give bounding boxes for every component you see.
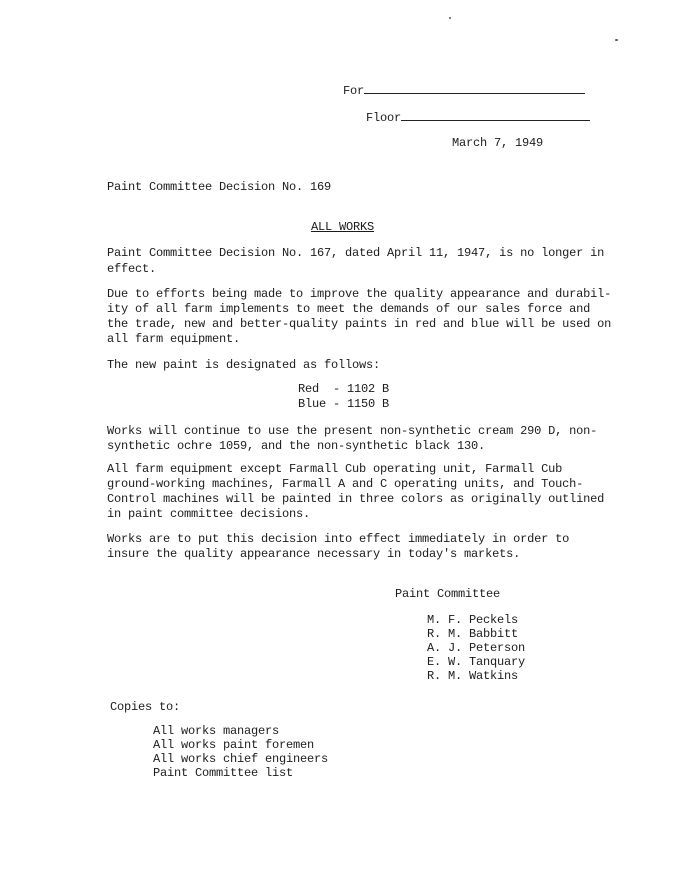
paragraph-line: ground-working machines, Farmall A and C operating units, and Touch- [107, 477, 584, 491]
copy-recipient: All works managers [153, 724, 280, 738]
committee-member: R. M. Babbitt [427, 627, 519, 641]
floor-line [366, 110, 590, 125]
paragraph-line: All farm equipment except Farmall Cub operating unit, Farmall Cub [107, 462, 563, 476]
paint-red: Red - 1102 B [298, 382, 390, 396]
scan-speck [615, 39, 618, 41]
subject-heading: ALL WORKS [311, 220, 375, 234]
committee-member: E. W. Tanquary [427, 655, 526, 669]
paragraph-line: Paint Committee Decision No. 167, dated April 11, 1947, is no longer in [107, 246, 605, 260]
paragraph-line: in paint committee decisions. [107, 507, 311, 521]
copy-recipient: All works chief engineers [153, 752, 329, 766]
paragraph-line: Works will continue to use the present non-synthetic cream 290 D, non- [107, 424, 598, 438]
copy-recipient: All works paint foremen [153, 738, 315, 752]
committee-heading: Paint Committee [395, 587, 501, 601]
committee-member: R. M. Watkins [427, 669, 519, 683]
for-label: For [343, 84, 365, 98]
decision-title: Paint Committee Decision No. 169 [107, 180, 332, 194]
committee-member: M. F. Peckels [427, 613, 519, 627]
scan-speck [449, 17, 451, 19]
for-blank [364, 83, 585, 94]
paragraph-line: all farm equipment. [107, 332, 241, 346]
floor-blank [401, 110, 590, 121]
copies-heading: Copies to: [110, 700, 181, 714]
paragraph-line: ity of all farm implements to meet the demands of our sales force and [107, 302, 591, 316]
paragraph-line: insure the quality appearance necessary in today's markets. [107, 547, 521, 561]
floor-label: Floor [366, 111, 402, 125]
paint-blue: Blue - 1150 B [298, 397, 390, 411]
committee-member: A. J. Peterson [427, 641, 526, 655]
paragraph-line: Works are to put this decision into effect immediately in order to [107, 532, 570, 546]
paragraph-line: the trade, new and better-quality paints in red and blue will be used on [107, 317, 612, 331]
paragraph-line: Due to efforts being made to improve the quality appearance and durabil- [107, 287, 612, 301]
copy-recipient: Paint Committee list [153, 766, 294, 780]
paragraph-line: Control machines will be painted in three colors as originally outlined [107, 492, 605, 506]
paragraph-line: effect. [107, 262, 157, 276]
for-line [343, 83, 585, 98]
document-date: March 7, 1949 [452, 136, 544, 150]
paragraph-3: The new paint is designated as follows: [107, 358, 381, 372]
paragraph-line: synthetic ochre 1059, and the non-synthetic black 130. [107, 439, 486, 453]
